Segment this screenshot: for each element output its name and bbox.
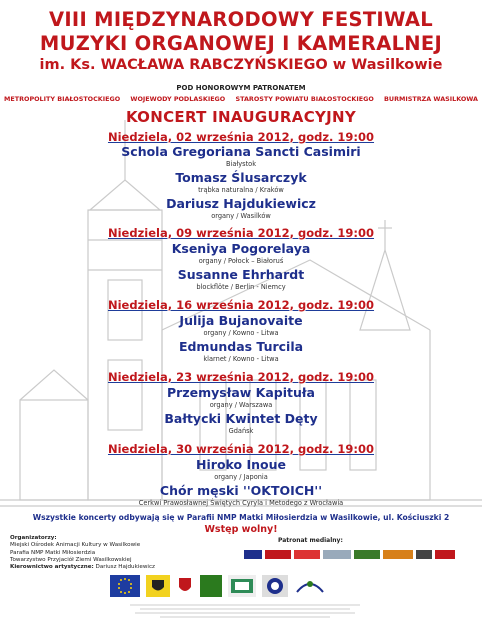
performer-name: Przemysław Kapituła [167,385,315,400]
festival-title-line3: im. Ks. WACŁAWA RABCZYŃSKIEGO w Wasilkowie [39,57,443,73]
free-entry-note: Wstęp wolny! [204,524,278,535]
performer-info: Cerkwi Prawosławnej Świętych Cyryla i Metodego z Wrocławia [138,499,344,507]
venue-note: Wszystkie koncerty odbywają się w Parafii NMP Matki Miłosierdzia w Wasilkowie, ul. Kościuszki 2 [32,513,450,522]
concert-date: Niedziela, 02 września 2012, godz. 19:00 [107,130,375,144]
performer-name: Kseniya Pogorelaya [171,241,311,256]
performer-name: Julija Bujanovaite [179,313,303,328]
performer-info: Gdańsk [228,427,254,435]
sponsor-logos-row [110,573,380,599]
performer-info: organy / Kowno - Litwa [203,329,279,337]
festival-title-line1: VIII MIĘDZYNARODOWY FESTIWAL [48,8,434,31]
media-logo [435,550,455,559]
performer-info: organy / Połock – Białoruś [198,257,284,265]
performer-name: Susanne Ehrhardt [177,267,305,282]
performer-info: organy / Japonia [214,473,268,481]
partner-logo [228,575,256,597]
media-logo [383,550,413,559]
performer-name: Dariusz Hajdukiewicz [166,196,316,211]
performer-name: Bałtycki Kwintet Dęty [164,411,318,426]
coat-of-arms-logo [176,575,194,597]
media-logo [294,550,320,559]
organizers-label: Organizatorzy: [10,535,57,541]
festival-title-line2: MUZYKI ORGANOWEJ I KAMERALNEJ [39,32,443,55]
concert-date: Niedziela, 23 września 2012, godz. 19:00 [107,370,375,384]
partner-logo [262,575,288,597]
performer-info: blockflöte / Berlin - Niemcy [196,283,286,291]
performer-name: Chór męski ''OKTOICH'' [159,483,323,498]
patron-item: STAROSTY POWIATU BIAŁOSTOCKIEGO [235,95,374,103]
fine-print [120,602,370,621]
concert-date: Niedziela, 30 września 2012, godz. 19:00 [107,442,375,456]
media-logos-row [244,547,474,561]
coat-of-arms-logo [146,575,170,597]
organizer-item: Miejski Ośrodek Animacji Kultury w Wasilkowie [10,542,141,549]
media-logo [244,550,262,559]
media-logo [416,550,432,559]
patronage-list [0,95,482,103]
media-patronage-label: Patronat medialny: [278,537,343,544]
media-logo [323,550,351,559]
partner-logo [200,575,222,597]
organizers-block [10,535,155,571]
media-logo [354,550,380,559]
patron-item: WOJEWODY PODLASKIEGO [130,95,226,103]
performer-info: trąbka naturalna / Kraków [198,186,284,194]
performer-name: Schola Gregoriana Sancti Casimiri [121,144,361,159]
performer-name: Hiroko Inoue [196,457,286,472]
performer-info: organy / Wasilków [211,212,271,220]
performer-name: Edmundas Turcila [178,339,304,354]
organizer-item: Parafia NMP Matki Miłosierdzia [10,549,96,556]
partner-logo [294,575,326,597]
eu-flag-logo [110,575,140,597]
patron-item: BURMISTRZA WASILKOWA [384,95,479,103]
concert-date: Niedziela, 16 września 2012, godz. 19:00 [107,298,375,312]
organizer-item: Towarzystwo Przyjaciół Ziemi Wasilkowskiej [10,556,132,563]
inaugural-concert-heading: KONCERT INAUGURACYJNY [125,108,357,126]
performer-info: organy / Warszawa [209,401,273,409]
media-logo [265,550,291,559]
patron-item: METROPOLITY BIAŁOSTOCKIEGO [4,95,121,103]
performer-info: klarnet / Kowno - Litwa [203,355,279,363]
concert-date: Niedziela, 09 września 2012, godz. 19:00 [107,226,375,240]
patronage-title: POD HONOROWYM PATRONATEM [176,84,306,92]
artistic-director: Kierownictwo artystyczne: Dariusz Hajdukiewicz [10,564,155,571]
performer-name: Tomasz Ślusarczyk [175,170,307,185]
performer-info: Białystok [225,160,257,168]
